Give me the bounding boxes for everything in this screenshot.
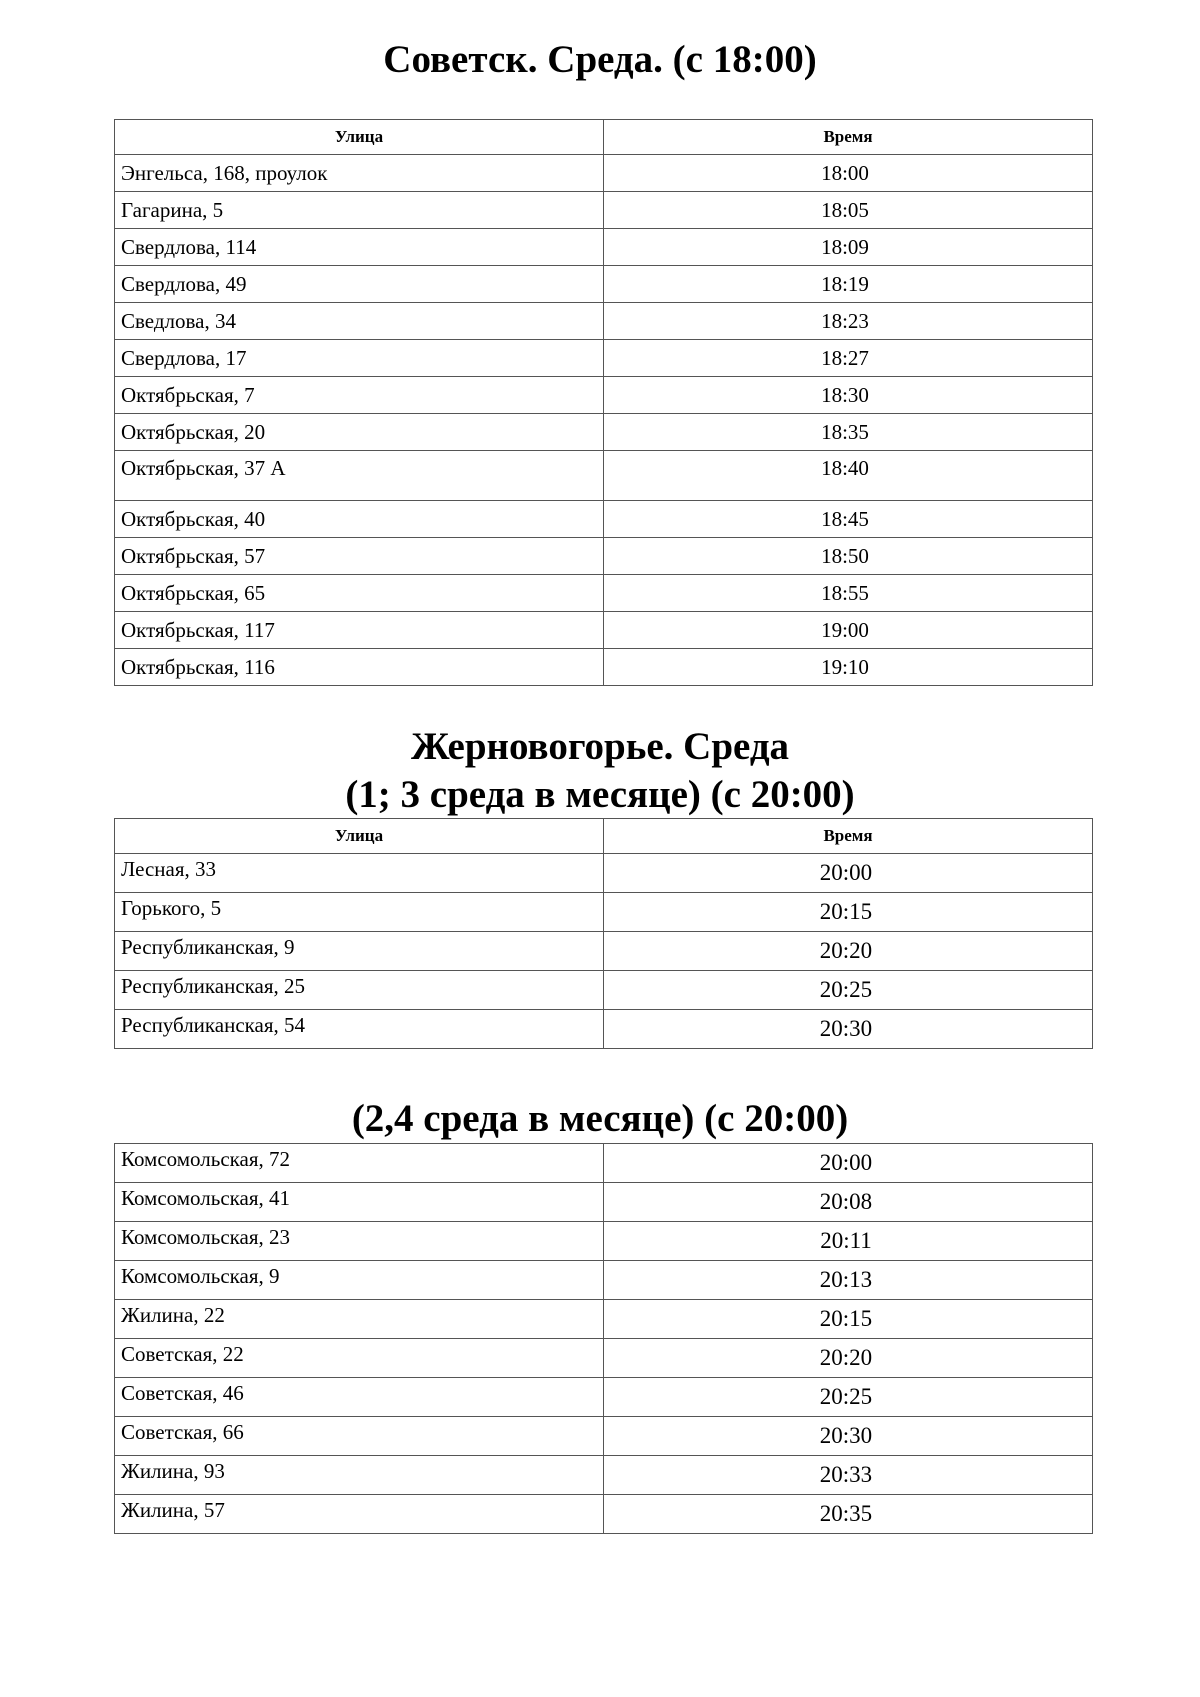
table-row	[115, 155, 1093, 192]
street-cell: Республиканская, 9	[115, 932, 604, 971]
time-cell: 20:35	[604, 1495, 1093, 1534]
street-cell: Жилина, 93	[115, 1456, 604, 1495]
section3-title: (2,4 среда в месяце) (с 20:00)	[351, 1097, 849, 1140]
table-row	[115, 501, 1093, 538]
column-header-time: Время	[604, 819, 1093, 854]
time-cell: 20:20	[604, 1339, 1093, 1378]
street-cell: Жилина, 22	[115, 1300, 604, 1339]
street-cell: Гагарина, 5	[115, 192, 604, 229]
time-cell: 19:00	[604, 612, 1093, 649]
column-header-street: Улица	[115, 120, 604, 155]
table-row	[115, 1183, 1093, 1222]
time-cell: 18:05	[604, 192, 1093, 229]
table-row	[115, 451, 1093, 501]
time-cell: 18:45	[604, 501, 1093, 538]
table-row	[115, 538, 1093, 575]
street-cell: Комсомольская, 41	[115, 1183, 604, 1222]
table-row	[115, 575, 1093, 612]
street-cell: Советская, 22	[115, 1339, 604, 1378]
table-row	[115, 340, 1093, 377]
time-cell: 18:23	[604, 303, 1093, 340]
street-cell: Сведлова, 34	[115, 303, 604, 340]
time-cell: 18:19	[604, 266, 1093, 303]
time-cell: 20:00	[604, 1144, 1093, 1183]
time-cell: 20:08	[604, 1183, 1093, 1222]
table-row	[115, 612, 1093, 649]
time-cell: 19:10	[604, 649, 1093, 686]
table-row	[115, 854, 1093, 893]
time-cell: 20:25	[604, 1378, 1093, 1417]
street-cell: Октябрьская, 116	[115, 649, 604, 686]
table-row	[115, 266, 1093, 303]
street-cell: Республиканская, 25	[115, 971, 604, 1010]
time-cell: 18:35	[604, 414, 1093, 451]
section2-title: Жерновогорье. Среда	[410, 725, 790, 768]
time-cell: 18:27	[604, 340, 1093, 377]
street-cell: Свердлова, 49	[115, 266, 604, 303]
table-row	[115, 229, 1093, 266]
street-cell: Комсомольская, 72	[115, 1144, 604, 1183]
time-cell: 20:15	[604, 893, 1093, 932]
section2-table	[114, 818, 1093, 1049]
table-row	[115, 649, 1093, 686]
street-cell: Жилина, 57	[115, 1495, 604, 1534]
table-row	[115, 192, 1093, 229]
time-cell: 20:30	[604, 1417, 1093, 1456]
table-header-row	[115, 819, 1093, 854]
street-cell: Советская, 66	[115, 1417, 604, 1456]
street-cell: Октябрьская, 20	[115, 414, 604, 451]
table-row	[115, 1456, 1093, 1495]
street-cell: Энгельса, 168, проулок	[115, 155, 604, 192]
column-header-time: Время	[604, 120, 1093, 155]
street-cell: Свердлова, 17	[115, 340, 604, 377]
column-header-street: Улица	[115, 819, 604, 854]
time-cell: 20:30	[604, 1010, 1093, 1049]
street-cell: Комсомольская, 9	[115, 1261, 604, 1300]
street-cell: Комсомольская, 23	[115, 1222, 604, 1261]
time-cell: 18:40	[604, 451, 1093, 501]
street-cell: Октябрьская, 117	[115, 612, 604, 649]
table-row	[115, 414, 1093, 451]
time-cell: 20:13	[604, 1261, 1093, 1300]
street-cell: Лесная, 33	[115, 854, 604, 893]
time-cell: 18:00	[604, 155, 1093, 192]
table-row	[115, 893, 1093, 932]
time-cell: 20:00	[604, 854, 1093, 893]
table-row	[115, 303, 1093, 340]
table-row	[115, 1495, 1093, 1534]
street-cell: Республиканская, 54	[115, 1010, 604, 1049]
table-row	[115, 377, 1093, 414]
table-row	[115, 1144, 1093, 1183]
section1-title: Советск. Среда. (с 18:00)	[383, 38, 817, 81]
section3-table	[114, 1143, 1093, 1534]
time-cell: 20:25	[604, 971, 1093, 1010]
table-row	[115, 1261, 1093, 1300]
street-cell: Свердлова, 114	[115, 229, 604, 266]
time-cell: 18:50	[604, 538, 1093, 575]
section2-subtitle: (1; 3 среда в месяце) (с 20:00)	[345, 773, 855, 816]
table-header-row	[115, 120, 1093, 155]
time-cell: 18:09	[604, 229, 1093, 266]
table-row	[115, 971, 1093, 1010]
street-cell: Октябрьская, 65	[115, 575, 604, 612]
table-row	[115, 932, 1093, 971]
street-cell: Октябрьская, 57	[115, 538, 604, 575]
street-cell: Горького, 5	[115, 893, 604, 932]
street-cell: Октябрьская, 40	[115, 501, 604, 538]
time-cell: 18:55	[604, 575, 1093, 612]
time-cell: 20:11	[604, 1222, 1093, 1261]
time-cell: 18:30	[604, 377, 1093, 414]
time-cell: 20:15	[604, 1300, 1093, 1339]
table-row	[115, 1339, 1093, 1378]
street-cell: Октябрьская, 37 А	[115, 451, 604, 501]
time-cell: 20:20	[604, 932, 1093, 971]
street-cell: Октябрьская, 7	[115, 377, 604, 414]
table-row	[115, 1417, 1093, 1456]
street-cell: Советская, 46	[115, 1378, 604, 1417]
table-row	[115, 1300, 1093, 1339]
table-row	[115, 1222, 1093, 1261]
section1-table	[114, 119, 1093, 686]
table-row	[115, 1378, 1093, 1417]
time-cell: 20:33	[604, 1456, 1093, 1495]
table-row	[115, 1010, 1093, 1049]
